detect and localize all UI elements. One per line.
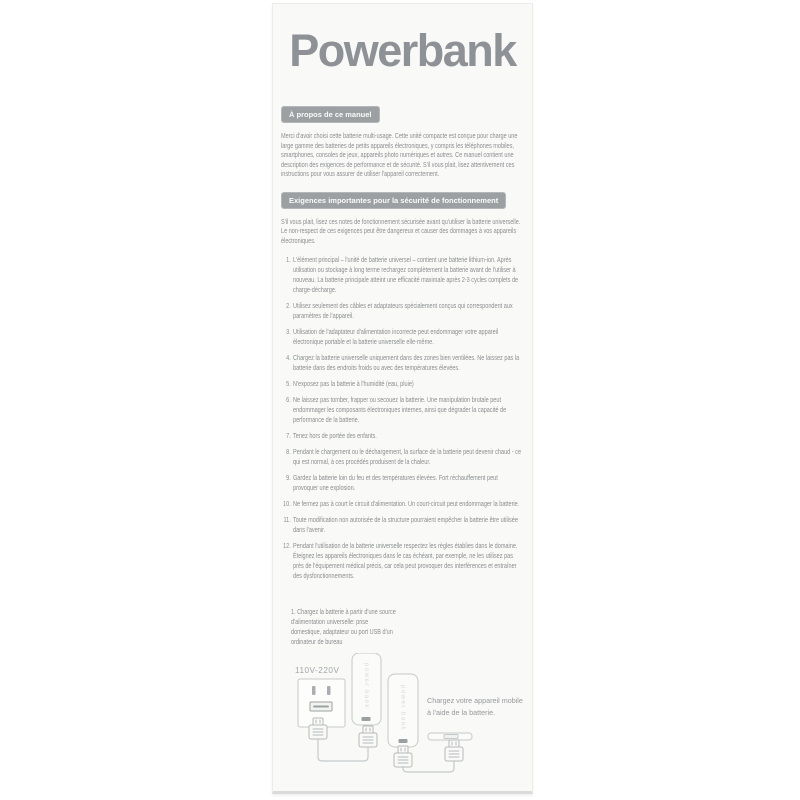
powerbank-2-icon — [388, 674, 418, 747]
list-item-number: 10. — [283, 499, 291, 508]
safety-heading-row — [281, 190, 524, 209]
safety-list-item — [281, 353, 524, 373]
list-item-text: Chargez la batterie universelle uniquement dans des zones bien ventilées. Ne laissez pas la batterie dans des endroits froids ou avec des températures élevées. — [293, 353, 520, 372]
safety-numbered-list — [281, 255, 524, 581]
manual-leaflet — [272, 3, 533, 794]
about-paragraph: Merci d'avoir choisi cette batterie multi-usage. Cette unité compacte est conçue pour charge une large gamme des batteries de petits appareils électroniques, y compris les téléphones mobiles, smartphones, consoles de jeux, appareils photo numériques et autres. Ce manuel contient une description des exigences de performance et de sécurité. S'il vous plait, lisez attentivement ces instructions pour vous assurer de utiliser l'appareil correctement. — [281, 131, 518, 178]
list-item-text: L'élément principal – l'unité de batterie universel – contient une batterie lithium-ion. Après utilisation ou stockage à long terme rechargez complètement la batterie avant de l'utiliser à nouveau. La batterie principale atteint une efficacité maximale après 2-3 cycles complets de charge-décharge. — [293, 255, 519, 294]
safety-list-item — [281, 515, 524, 535]
list-item-text: Ne laissez pas tomber, frapper ou secouez la batterie. Une manipulation brutale peut endommager les composants électroniques internes, ainsi que dégrader la capacité de performance de la batterie. — [293, 395, 507, 424]
powerbank-1-icon — [352, 653, 381, 725]
list-item-number: 7. — [286, 431, 291, 440]
charging-step-caption: 1. Chargez la batterie à partir d'une source d'alimentation universelle: prise domestique, adaptateur ou port USB d'un ordinateur de bureau — [291, 607, 396, 646]
list-item-text: Gardez la batterie loin du feu et des températures élevées. Fort réchauffement peut provoquer une explosion. — [293, 473, 498, 492]
charging-diagram — [281, 653, 526, 781]
list-item-number: 4. — [286, 353, 291, 362]
charge-device-caption-line1: Chargez votre appareil mobile — [427, 696, 523, 705]
list-item-text: Utilisez seulement des câbles et adaptateurs spécialement conçus qui correspondent aux paramètres de l'appareil. — [293, 301, 513, 320]
safety-list-item — [281, 255, 524, 295]
list-item-text: N'exposez pas la batterie à l'humidité (eau, pluie) — [293, 379, 414, 388]
safety-list-item — [281, 431, 524, 441]
safety-intro-paragraph: S'il vous plait, lisez ces notes de fonctionnement sécurisée avant qu'utiliser la batterie universelle. Le non-respect de ces exigences peut être dangereux et causer des dommages à vos appareils électroniques. — [281, 216, 521, 245]
list-item-number: 5. — [286, 379, 291, 388]
list-item-number: 3. — [286, 327, 291, 336]
usb-plug-icon — [394, 746, 412, 767]
list-item-number: 9. — [286, 473, 291, 482]
list-item-text: Pendant l'utilisation de la batterie universelle respectez les règles établies dans le domaine. Éteignez les appareils électroniques dans le cas échéant, par exemple, ne les utilisez pas près de l'équipement médical précis, car cela peut provoquer des interférences et entraîner des dysfonctionnements. — [293, 541, 518, 580]
safety-list-item — [281, 473, 524, 493]
safety-list-item — [281, 447, 524, 467]
list-item-number: 2. — [286, 301, 291, 310]
safety-list-item — [281, 499, 524, 509]
usb-plug-icon — [445, 740, 463, 761]
powerbank-1-label: power bank — [362, 662, 369, 710]
safety-list-item — [281, 301, 524, 321]
about-heading-row — [281, 104, 524, 123]
usb-plug-icon — [359, 726, 377, 747]
safety-list-item — [281, 395, 524, 425]
safety-list-item — [281, 379, 524, 389]
voltage-label: 110V-220V — [295, 666, 340, 675]
charge-device-caption-line2: à l'aide de la batterie. — [427, 708, 496, 717]
about-section-heading: À propos de ce manuel — [281, 106, 380, 123]
list-item-text: Tenez hors de portée des enfants. — [293, 431, 377, 440]
safety-list-item — [281, 327, 524, 347]
powerbank-2-label: power bank — [399, 684, 406, 732]
product-title: Powerbank — [289, 25, 516, 76]
list-item-text: Toute modification non autorisée de la structure pourraient empêcher la batterie être utilisée dans l'avenir. — [293, 515, 518, 534]
list-item-text: Pendant le chargement ou le déchargement, la surface de la batterie peut devenir chaud - ce qui est normal, à ces procédés produisent de la chaleur. — [293, 447, 522, 466]
list-item-number: 8. — [286, 447, 291, 456]
list-item-number: 12. — [283, 541, 291, 550]
list-item-number: 11. — [283, 515, 291, 524]
mobile-phone-icon — [428, 733, 472, 740]
list-item-text: Ne fermez pas à court le circuit d'alimentation. Un court-circuit peut endommager la batterie. — [293, 499, 520, 508]
list-item-number: 1. — [286, 255, 291, 264]
list-item-number: 6. — [286, 395, 291, 404]
list-item-text: Utilisation de l'adaptateur d'alimentation incorrecte peut endommager votre appareil électronique portable et la batterie universelle elle-même. — [293, 327, 499, 346]
safety-section-heading: Exigences importantes pour la sécurité de fonctionnement — [281, 192, 506, 209]
safety-list-item — [281, 541, 524, 581]
